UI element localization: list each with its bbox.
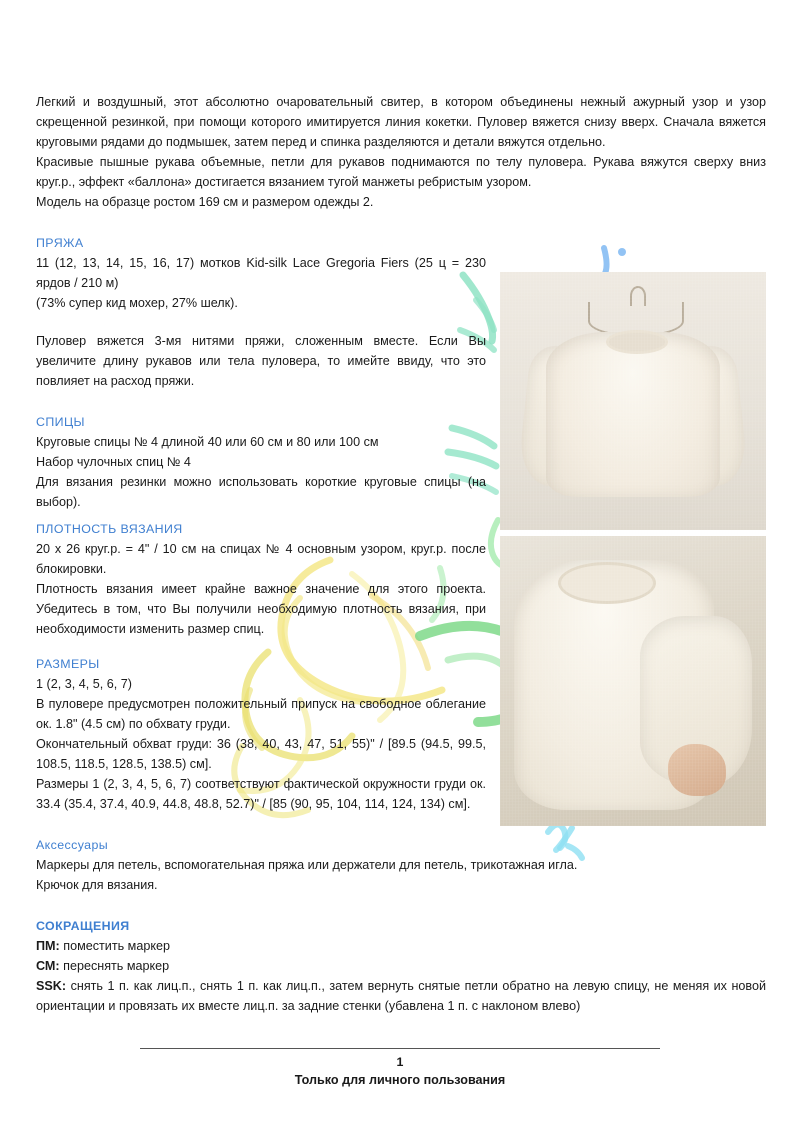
yarn-line-2: (73% супер кид мохер, 27% шелк). [36, 296, 238, 310]
abbreviation-item [36, 956, 766, 976]
section-sizes [36, 657, 486, 814]
abbreviation-desc: переснять маркер [59, 959, 170, 973]
sizes-line-4: Размеры 1 (2, 3, 4, 5, 6, 7) соответствуют фактической окружности груди ок. 33.4 (35.4, 37.4, 40.9, 44.8, 48.8, 52.7)" / [85 (90, 95, 104, 114, 124, 134) см]. [36, 777, 486, 811]
abbreviation-item [36, 936, 766, 956]
section-needles [36, 415, 486, 512]
needles-line-3: Для вязания резинки можно использовать короткие круговые спицы (на выбор). [36, 475, 486, 509]
intro-block [36, 92, 766, 212]
section-abbreviations [36, 919, 766, 1016]
intro-paragraph-1: Легкий и воздушный, этот абсолютно очаровательный свитер, в котором объединены нежный ажурный узор и узор скрещенной резинкой, при помощи которого имитируется линия кокетки. Пуловер вяжется снизу вверх. Сначала вяжется круговыми рядами до подмышек, затем перед и спинка разделяются и детали вяжутся отдельно. [36, 95, 766, 149]
section-gauge [36, 522, 486, 639]
page-footer [140, 1048, 660, 1089]
gauge-line-1: 20 х 26 круг.р. = 4" / 10 см на спицах № 4 основным узором, круг.р. после блокировки. [36, 542, 486, 576]
needles-line-2: Набор чулочных спиц № 4 [36, 455, 191, 469]
page-number: 1 [396, 1055, 404, 1069]
accessories-line-1: Маркеры для петель, вспомогательная пряжа или держатели для петель, трикотажная игла. [36, 858, 578, 872]
needles-line-1: Круговые спицы № 4 длиной 40 или 60 см и 80 или 100 см [36, 435, 379, 449]
abbreviation-desc: снять 1 п. как лиц.п., снять 1 п. как лиц.п., затем вернуть снятые петли обратно на левую спицу, не меняя их новой ориентации и провязать их вместе лиц.п. за задние стенки (убавлена 1 п. с наклоном влево) [36, 979, 766, 1013]
section-heading-accessories: Аксессуары [36, 838, 109, 852]
intro-paragraph-2: Красивые пышные рукава объемные, петли для рукавов поднимаются по телу пуловера. Рукава вяжутся сверху вниз круг.р., эффект «баллона» достигается вязанием тугой манжеты ребристым узором. [36, 155, 766, 189]
gauge-line-2: Плотность вязания имеет крайне важное значение для этого проекта. Убедитесь в том, что Вы получили необходимую плотность вязания, при необходимости изменить размер спиц. [36, 582, 486, 636]
sizes-line-2: В пуловере предусмотрен положительный припуск на свободное облегание ок. 1.8" (4.5 см) по обхвату груди. [36, 697, 486, 731]
abbreviation-term: SSK: [36, 979, 67, 993]
section-heading-needles: СПИЦЫ [36, 415, 85, 429]
abbreviation-desc: поместить маркер [59, 939, 170, 953]
accessories-line-2: Крючок для вязания. [36, 878, 158, 892]
section-heading-sizes: РАЗМЕРЫ [36, 657, 100, 671]
abbreviation-term: ПМ: [36, 939, 60, 953]
section-yarn [36, 236, 486, 391]
abbreviation-item [36, 976, 766, 1016]
yarn-note: Пуловер вяжется 3-мя нитями пряжи, сложенным вместе. Если Вы увеличите длину рукавов или тела пуловера, то имейте ввиду, что это повлияет на расход пряжи. [36, 334, 486, 388]
sizes-line-3: Окончательный обхват груди: 36 (38, 40, 43, 47, 51, 55)" / [89.5 (94.5, 99.5, 108.5, 118.5, 128.5, 138.5) см]. [36, 737, 486, 771]
section-heading-abbreviations: СОКРАЩЕНИЯ [36, 919, 130, 933]
yarn-line-1: 11 (12, 13, 14, 15, 16, 17) мотков Kid-silk Lace Gregoria Fiers (25 ц = 230 ярдов / 210 м) [36, 256, 486, 290]
document-content [36, 92, 766, 1016]
intro-paragraph-3: Модель на образце ростом 169 см и размером одежды 2. [36, 195, 374, 209]
section-accessories [36, 838, 766, 895]
abbreviation-term: СМ: [36, 959, 60, 973]
section-heading-yarn: ПРЯЖА [36, 236, 84, 250]
section-heading-gauge: ПЛОТНОСТЬ ВЯЗАНИЯ [36, 522, 183, 536]
footer-note: Только для личного пользования [294, 1073, 506, 1087]
sizes-line-1: 1 (2, 3, 4, 5, 6, 7) [36, 677, 132, 691]
footer-divider [140, 1048, 660, 1049]
